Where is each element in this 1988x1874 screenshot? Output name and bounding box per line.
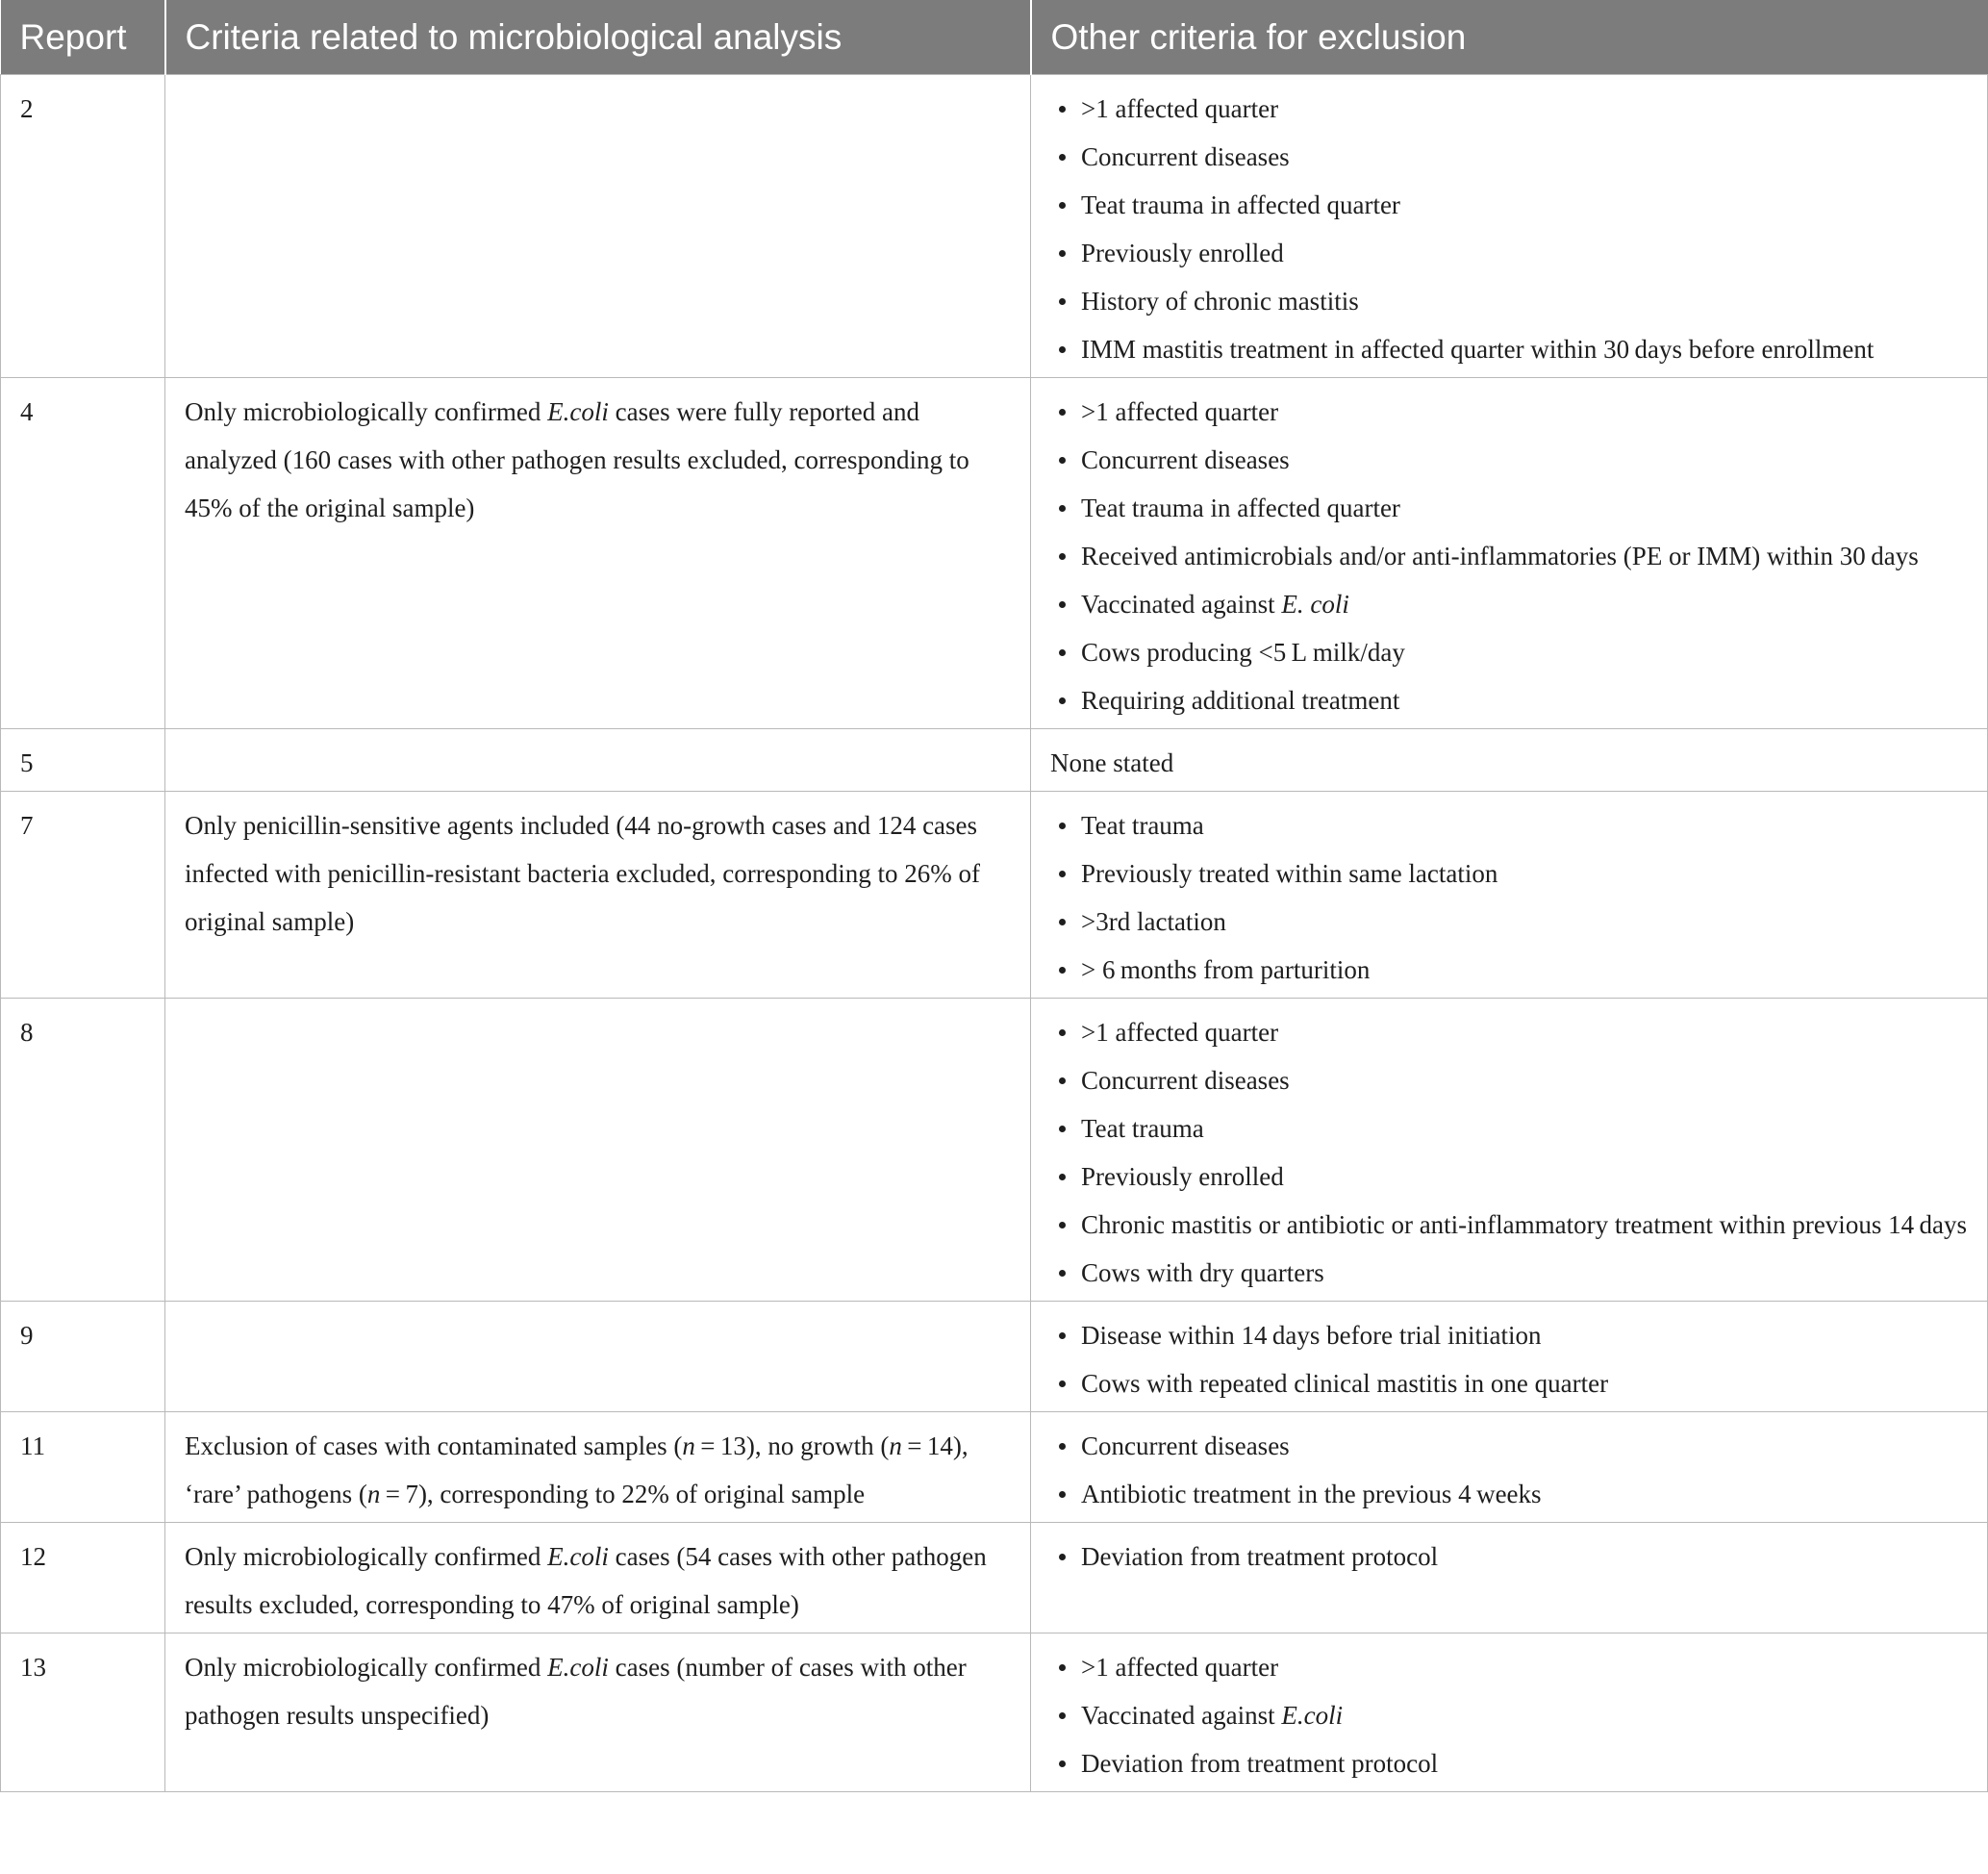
other-criteria-cell [1031, 1523, 1988, 1633]
text-run: Disease within 14 days before trial initiation [1081, 1321, 1542, 1350]
text-run: Only microbiologically confirmed [185, 1653, 548, 1682]
text-run: = 14), ‘rare’ pathogens ( [185, 1431, 969, 1508]
other-criteria-cell [1031, 75, 1988, 378]
text-run: cases (54 cases with other pathogen results excluded, corresponding to 47% of original sample) [185, 1542, 987, 1619]
table-row [1, 1412, 1988, 1523]
criteria-list-item [1050, 1470, 1974, 1518]
italic-term: E. coli [1281, 590, 1349, 619]
italic-term: E.coli [547, 397, 609, 426]
text-run: Exclusion of cases with contaminated samples ( [185, 1431, 683, 1460]
criteria-list-item [1050, 849, 1974, 898]
microbiological-criteria-cell [165, 792, 1031, 999]
criteria-list-item [1050, 898, 1974, 946]
criteria-list-item [1050, 532, 1974, 580]
text-run: Antibiotic treatment in the previous 4 weeks [1081, 1480, 1542, 1508]
table-row [1, 1523, 1988, 1633]
criteria-list-item [1050, 484, 1974, 532]
criteria-list-item [1050, 580, 1974, 628]
other-criteria-text: None stated [1050, 748, 1174, 777]
other-criteria-list [1050, 85, 1974, 373]
text-run: Teat trauma [1081, 1114, 1204, 1143]
table-row [1, 729, 1988, 792]
criteria-list-item [1050, 133, 1974, 181]
text-run: = 7), corresponding to 22% of original sample [380, 1480, 866, 1508]
header-report: Report [1, 0, 165, 75]
text-run: Teat trauma in affected quarter [1081, 494, 1400, 522]
criteria-list-item [1050, 436, 1974, 484]
criteria-list-item [1050, 1739, 1974, 1787]
report-number-cell: 13 [1, 1633, 165, 1792]
text-run: Deviation from treatment protocol [1081, 1749, 1439, 1778]
criteria-list-item [1050, 1359, 1974, 1407]
criteria-list-item [1050, 1249, 1974, 1297]
table-row [1, 378, 1988, 729]
other-criteria-list [1050, 1311, 1974, 1407]
criteria-list-item [1050, 1008, 1974, 1056]
other-criteria-cell [1031, 792, 1988, 999]
other-criteria-cell [1031, 378, 1988, 729]
criteria-list-item [1050, 181, 1974, 229]
text-run: >1 affected quarter [1081, 397, 1279, 426]
report-number-cell: 7 [1, 792, 165, 999]
report-number-cell: 12 [1, 1523, 165, 1633]
microbiological-criteria-text [185, 388, 1017, 532]
text-run: Previously treated within same lactation [1081, 859, 1498, 888]
text-run: Vaccinated against [1081, 590, 1282, 619]
criteria-list-item [1050, 676, 1974, 724]
microbiological-criteria-cell [165, 729, 1031, 792]
table-row [1, 1302, 1988, 1412]
header-row [1, 0, 1988, 75]
text-run: Chronic mastitis or antibiotic or anti-inflammatory treatment within previous 14 days [1081, 1210, 1967, 1239]
text-run: Previously enrolled [1081, 1162, 1284, 1191]
microbiological-criteria-text [185, 801, 1017, 946]
table-row [1, 999, 1988, 1302]
text-run: >1 affected quarter [1081, 94, 1279, 123]
criteria-list-item [1050, 388, 1974, 436]
criteria-list-item [1050, 277, 1974, 325]
text-run: Only microbiologically confirmed [185, 397, 548, 426]
table-header [1, 0, 1988, 75]
italic-term: n [682, 1431, 695, 1460]
report-number-cell: 2 [1, 75, 165, 378]
report-number-cell: 9 [1, 1302, 165, 1412]
text-run: >1 affected quarter [1081, 1653, 1279, 1682]
text-run: Cows with repeated clinical mastitis in one quarter [1081, 1369, 1609, 1398]
text-run: Previously enrolled [1081, 239, 1284, 267]
italic-term: E.coli [1281, 1701, 1344, 1730]
criteria-list-item [1050, 325, 1974, 373]
report-number-cell: 11 [1, 1412, 165, 1523]
text-run: Received antimicrobials and/or anti-inflammatories (PE or IMM) within 30 days [1081, 542, 1919, 570]
text-run: = 13), no growth ( [694, 1431, 890, 1460]
report-number-cell: 4 [1, 378, 165, 729]
header-microbiological-criteria: Criteria related to microbiological analysis [165, 0, 1031, 75]
text-run: Vaccinated against [1081, 1701, 1282, 1730]
italic-term: n [889, 1431, 902, 1460]
other-criteria-list [1050, 388, 1974, 724]
other-criteria-cell [1031, 1633, 1988, 1792]
criteria-list-item [1050, 801, 1974, 849]
text-run: IMM mastitis treatment in affected quarter within 30 days before enrollment [1081, 335, 1875, 364]
text-run: Concurrent diseases [1081, 1066, 1290, 1095]
text-run: cases (number of cases with other pathogen results unspecified) [185, 1653, 967, 1730]
microbiological-criteria-text [185, 1532, 1017, 1629]
text-run: Cows with dry quarters [1081, 1258, 1324, 1287]
criteria-list-item [1050, 1152, 1974, 1201]
other-criteria-list [1050, 1532, 1974, 1581]
text-run: >3rd lactation [1081, 907, 1226, 936]
criteria-list-item [1050, 628, 1974, 676]
other-criteria-list [1050, 1422, 1974, 1518]
table-body [1, 75, 1988, 1792]
microbiological-criteria-cell [165, 1523, 1031, 1633]
text-run: Only microbiologically confirmed [185, 1542, 548, 1571]
criteria-list-item [1050, 85, 1974, 133]
microbiological-criteria-cell [165, 999, 1031, 1302]
text-run: Concurrent diseases [1081, 142, 1290, 171]
text-run: > 6 months from parturition [1081, 955, 1371, 984]
text-run: Concurrent diseases [1081, 1431, 1290, 1460]
text-run: Concurrent diseases [1081, 445, 1290, 474]
criteria-list-item [1050, 1643, 1974, 1691]
text-run: >1 affected quarter [1081, 1018, 1279, 1047]
other-criteria-cell [1031, 729, 1988, 792]
criteria-list-item [1050, 1104, 1974, 1152]
text-run: Requiring additional treatment [1081, 686, 1400, 715]
header-other-criteria: Other criteria for exclusion [1031, 0, 1988, 75]
other-criteria-list [1050, 1643, 1974, 1787]
italic-term: E.coli [547, 1653, 609, 1682]
criteria-list-item [1050, 1056, 1974, 1104]
microbiological-criteria-cell [165, 75, 1031, 378]
microbiological-criteria-cell [165, 1302, 1031, 1412]
other-criteria-cell [1031, 1302, 1988, 1412]
criteria-list-item [1050, 1532, 1974, 1581]
table-row [1, 1633, 1988, 1792]
criteria-list-item [1050, 1311, 1974, 1359]
microbiological-criteria-cell [165, 378, 1031, 729]
microbiological-criteria-cell [165, 1633, 1031, 1792]
other-criteria-cell [1031, 999, 1988, 1302]
italic-term: E.coli [547, 1542, 609, 1571]
microbiological-criteria-text [185, 1422, 1017, 1518]
microbiological-criteria-cell [165, 1412, 1031, 1523]
text-run: History of chronic mastitis [1081, 287, 1359, 316]
criteria-list-item [1050, 1691, 1974, 1739]
text-run: cases were fully reported and analyzed (160 cases with other pathogen results excluded, corresponding to 45% of the original sample) [185, 397, 969, 522]
other-criteria-list [1050, 1008, 1974, 1297]
criteria-list-item [1050, 1422, 1974, 1470]
criteria-list-item [1050, 946, 1974, 994]
report-number-cell: 5 [1, 729, 165, 792]
other-criteria-cell [1031, 1412, 1988, 1523]
text-run: Only penicillin-sensitive agents included (44 no-growth cases and 124 cases infected with penicillin-resistant bacteria excluded, corresponding to 26% of original sample) [185, 811, 980, 936]
table-row [1, 792, 1988, 999]
criteria-list-item [1050, 229, 1974, 277]
microbiological-criteria-text [185, 1643, 1017, 1739]
criteria-list-item [1050, 1201, 1974, 1249]
other-criteria-list [1050, 801, 1974, 994]
text-run: Teat trauma [1081, 811, 1204, 840]
table-row [1, 75, 1988, 378]
text-run: Teat trauma in affected quarter [1081, 190, 1400, 219]
text-run: Deviation from treatment protocol [1081, 1542, 1439, 1571]
report-number-cell: 8 [1, 999, 165, 1302]
text-run: Cows producing <5 L milk/day [1081, 638, 1405, 667]
italic-term: n [366, 1480, 381, 1508]
